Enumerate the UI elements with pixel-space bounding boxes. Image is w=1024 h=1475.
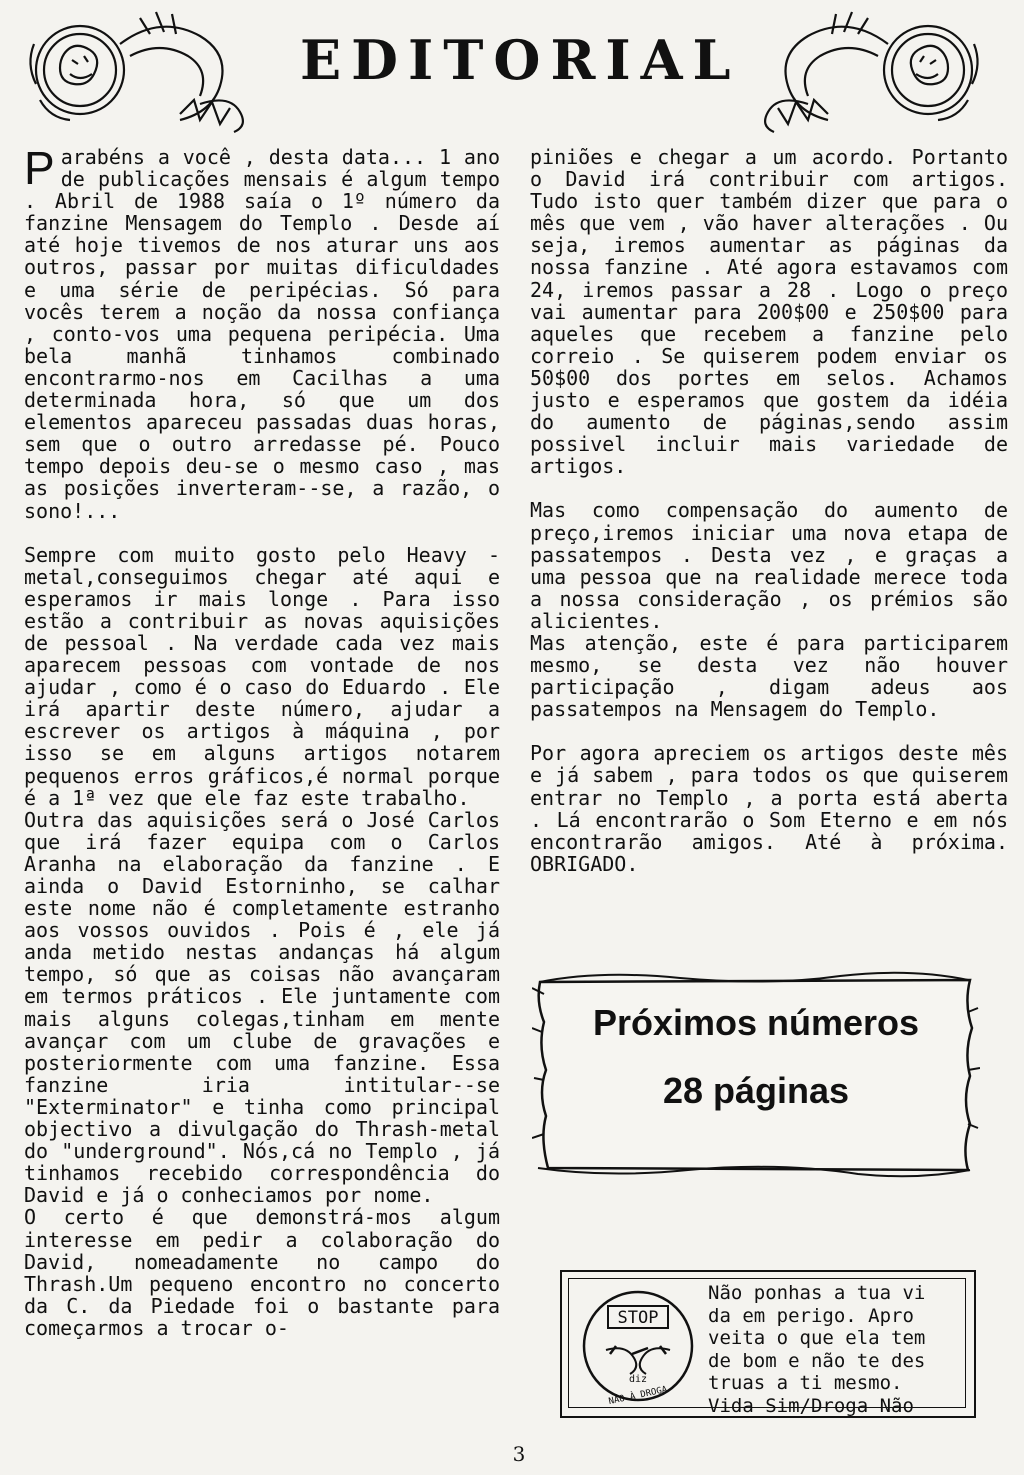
stop-hand-text: diz (628, 1374, 648, 1385)
anti-drug-line: Vida Sim/Droga Não (708, 1394, 914, 1417)
left-paragraph-3: Outra das aquisições será o José Carlos que irá fazer equipa com o Carlos Aranha na elaboração da fanzine . E ainda o David Estorninho, se calhar este nome não é completamente estranho aos vossos ouvidos . Pois é , ele já anda metido nestas andanças há algum tempo, só que as coisas não avançaram em termos práticos . Ele juntamente com mais alguns colegas,tinham em mente avançar com um clube de gravações e posteriormente com uma fanzine. Essa fanzine iria intitular--se "Exterminator" e tinha como principal objectivo a divulgação do Thrash-metal do "underground". Nós,cá no Templo , já tinhamos recebido correspondência do David e já o conheciamos por nome. (24, 807, 500, 1208)
right-paragraph-2: Mas como compensação do aumento de preço,iremos iniciar uma nova etapa de passatempos . Desta vez , e graças a uma pessoa que na realidade merece toda a nossa consideração , os prémios são alicientes. (530, 498, 1008, 633)
dragon-ornament-left-icon (20, 4, 280, 134)
next-issue-pages: 28 páginas (662, 1070, 850, 1111)
page-number: 3 (512, 1442, 526, 1466)
page-title: EDITORIAL (300, 28, 741, 92)
right-paragraph-3: Mas atenção, este é para participarem mesmo, se desta vez não houver participação , digam adeus aos passatempos na Mensagem do Templo. (530, 630, 1008, 722)
stop-drugs-logo-icon (576, 1284, 700, 1408)
right-paragraph-4: Por agora apreciem os artigos deste mês e já sabem , para todos os que quiserem entrar no Templo , a porta está aberta . Lá encontrarão o Som Eterno e em nós encontrarão amigos. Até à próxima. OBRIGADO. (530, 741, 1008, 876)
left-paragraph-1-text: arabéns a você , desta data... 1 ano de publicações mensais é algum tempo . Abril de 1988 saía o 1º número da fanzine Mensagem do Templo . Desde aí até hoje tivemos de nos aturar uns aos outros, passar por muitas dificuldades e uma série de peripécias. Só para vocês terem a noção da nossa confiança , conto-vos uma pequena peripécia. Uma bela manhã tinhamos combinado encontrarmo-nos em Cacilhas a uma determinada hora, só que um dos elementos apareceu passadas duas horas, sem que o outro arredasse pé. Pouco tempo depois deu-se o mesmo caso , mas as posições inverteram--se, a razão, o sono!... (24, 145, 500, 523)
anti-drug-line: truas a ti mesmo. (708, 1372, 903, 1394)
anti-drug-line: Não ponhas a tua vi (708, 1282, 926, 1304)
right-paragraph-1: piniões e chegar a um acordo. Portanto o David irá contribuir com artigos. Tudo isto quer também dizer que para o mês que vem , vão haver alterações . Ou seja, iremos aumentar as páginas da nossa fanzine . Até agora estavamos com 24, iremos passar a 28 . Logo o preço vai aumentar para 200$00 e 250$00 para aqueles que recebem a fanzine pelo correio . Se quiserem podem enviar os 50$00 dos portes em selos. Achamos justo e esperamos que gostem da idéia do aumento de páginas,sendo assim possivel incluir mais variedade de artigos. (530, 145, 1008, 479)
left-paragraph-4: O certo é que demonstrá-mos algum interesse em pedir a colaboração do David, nomeadamente no campo do Thrash.Um pequeno encontro no concerto da C. da Piedade foi o bastante para começarmos a trocar o- (24, 1205, 500, 1340)
drop-cap: P (24, 142, 55, 194)
right-column (530, 146, 1008, 875)
anti-drug-line: veita o que ela tem (708, 1327, 926, 1349)
left-paragraph-2: Sempre com muito gosto pelo Heavy -metal,conseguimos chegar até aqui e esperamos ir mais longe . Para isso estão a contribuir as novas aquisições de pessoal . Na verdade cada vez mais aparecem pessoas com vontade de nos ajudar , como é o caso do Eduardo . Ele irá apartir deste número, ajudar a escrever os artigos à máquina , por isso se em alguns artigos notarem pequenos erros gráficos,é normal porque é a 1ª vez que ele faz este trabalho. (24, 542, 500, 810)
anti-drug-line: da em perigo. Apro (708, 1304, 914, 1327)
next-issue-scroll (532, 968, 980, 1182)
left-column (24, 142, 500, 1340)
editorial-header (0, 0, 1024, 140)
stop-sign-text: STOP (617, 1308, 659, 1328)
dragon-ornament-right-icon (728, 4, 988, 134)
left-paragraph-1 (24, 142, 500, 523)
anti-drug-line: de bom e não te des (708, 1349, 926, 1372)
anti-drug-message (708, 1282, 970, 1417)
stop-ring-text: NÃO À DROGA (607, 1384, 669, 1408)
next-issue-heading: Próximos números (592, 1002, 920, 1043)
anti-drug-box (560, 1270, 976, 1418)
